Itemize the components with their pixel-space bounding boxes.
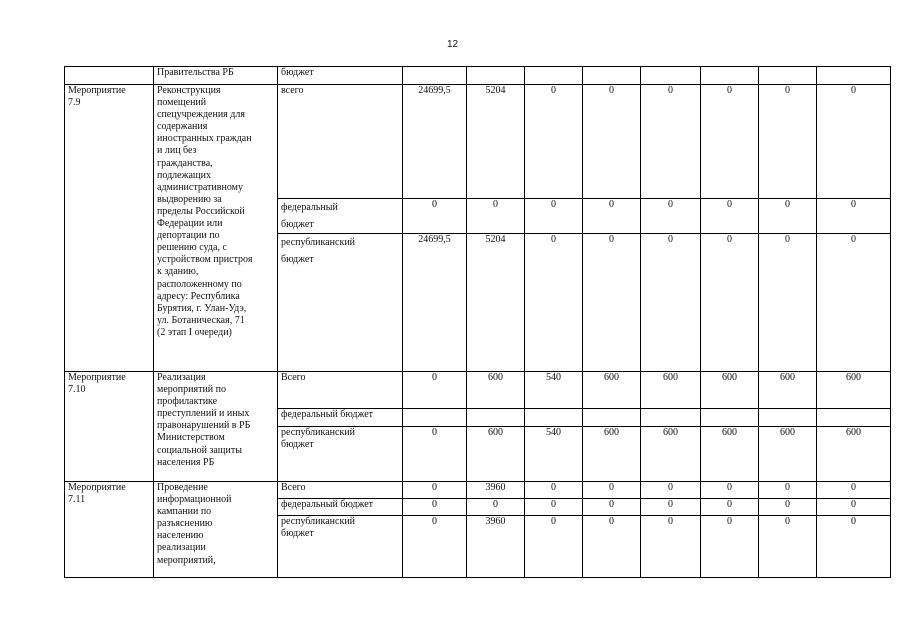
funding-source-cell: республиканский бюджет bbox=[278, 516, 403, 578]
funding-source-cell: республиканский бюджет bbox=[278, 427, 403, 482]
value-year-cell: 0 bbox=[525, 482, 583, 499]
table-row-continuation bbox=[65, 67, 891, 85]
table-row bbox=[65, 85, 891, 199]
value-total-cell: 0 bbox=[403, 482, 467, 499]
value-year-cell bbox=[641, 409, 701, 427]
measure-code-cell: Мероприятие 7.11 bbox=[65, 482, 154, 578]
value-total-cell: 24699,5 bbox=[403, 85, 467, 199]
table-row bbox=[65, 482, 891, 499]
funding-source-cell: Всего bbox=[278, 372, 403, 409]
value-year-cell: 600 bbox=[641, 372, 701, 409]
value-year-cell: 0 bbox=[759, 85, 817, 199]
value-year-cell: 0 bbox=[759, 199, 817, 234]
value-year-cell: 0 bbox=[817, 516, 891, 578]
value-year-cell: 0 bbox=[641, 85, 701, 199]
value-year-cell: 540 bbox=[525, 427, 583, 482]
value-year-cell bbox=[759, 409, 817, 427]
value-year-cell: 0 bbox=[817, 482, 891, 499]
value-year-cell: 0 bbox=[641, 199, 701, 234]
value-year-cell: 0 bbox=[759, 499, 817, 516]
value-year-cell: 0 bbox=[817, 234, 891, 372]
value-year-cell bbox=[525, 409, 583, 427]
value-total-cell: 0 bbox=[403, 199, 467, 234]
value-year-cell: 600 bbox=[583, 427, 641, 482]
value-year-cell: 5204 bbox=[467, 85, 525, 199]
measure-name-cell: Правительства РБ bbox=[154, 67, 278, 85]
funding-source-cell: бюджет bbox=[278, 67, 403, 85]
measure-name-cell: Реконструкция помещений спецучреждения для содержания иностранных граждан и лиц без гражданства, подлежащих административному выдворению за пределы Российской Федерации или депортации по решению суда, с устройством пристроя к зданию, расположенному по адресу: Республика Бурятия, г. Улан-Удэ, ул. Ботаническая, 71 (2 этап I очереди) bbox=[154, 85, 278, 372]
funding-source-cell: всего bbox=[278, 85, 403, 199]
value-year-cell: 0 bbox=[817, 199, 891, 234]
value-year-cell: 0 bbox=[525, 85, 583, 199]
table-row bbox=[65, 372, 891, 409]
page-number: 12 bbox=[446, 39, 459, 50]
value-year-cell: 600 bbox=[701, 427, 759, 482]
value-year-cell: 0 bbox=[701, 85, 759, 199]
value-year-cell: 0 bbox=[701, 234, 759, 372]
value-year-cell: 600 bbox=[467, 372, 525, 409]
value-year-cell: 0 bbox=[817, 85, 891, 199]
value-year-cell bbox=[583, 409, 641, 427]
value-year-cell: 3960 bbox=[467, 482, 525, 499]
value-year-cell: 0 bbox=[641, 234, 701, 372]
value-year-cell: 0 bbox=[701, 482, 759, 499]
measure-code-cell: Мероприятие 7.9 bbox=[65, 85, 154, 372]
value-year-cell: 600 bbox=[467, 427, 525, 482]
value-total-cell bbox=[403, 409, 467, 427]
value-year-cell bbox=[817, 409, 891, 427]
value-year-cell: 0 bbox=[583, 199, 641, 234]
value-year-cell: 600 bbox=[701, 372, 759, 409]
value-total-cell: 0 bbox=[403, 372, 467, 409]
value-year-cell: 0 bbox=[701, 199, 759, 234]
value-year-cell: 0 bbox=[759, 234, 817, 372]
value-year-cell: 0 bbox=[583, 482, 641, 499]
value-year-cell: 0 bbox=[467, 199, 525, 234]
value-year-cell: 5204 bbox=[467, 234, 525, 372]
funding-source-cell: федеральный бюджет bbox=[278, 199, 403, 234]
value-year-cell: 0 bbox=[701, 516, 759, 578]
value-year-cell: 600 bbox=[817, 372, 891, 409]
value-year-cell: 0 bbox=[583, 499, 641, 516]
value-total-cell: 0 bbox=[403, 499, 467, 516]
value-year-cell: 0 bbox=[583, 234, 641, 372]
value-year-cell: 0 bbox=[641, 499, 701, 516]
value-year-cell: 3960 bbox=[467, 516, 525, 578]
value-year-cell: 0 bbox=[467, 499, 525, 516]
value-year-cell: 0 bbox=[583, 516, 641, 578]
value-year-cell: 0 bbox=[525, 516, 583, 578]
value-year-cell: 0 bbox=[759, 516, 817, 578]
value-year-cell bbox=[467, 409, 525, 427]
measure-name-cell: Проведение информационной кампании по разъяснению населению реализации мероприятий, bbox=[154, 482, 278, 578]
value-total-cell: 0 bbox=[403, 516, 467, 578]
funding-source-cell: федеральный бюджет bbox=[278, 409, 403, 427]
value-year-cell: 0 bbox=[525, 234, 583, 372]
value-year-cell: 540 bbox=[525, 372, 583, 409]
funding-source-cell: федеральный бюджет bbox=[278, 499, 403, 516]
value-year-cell: 600 bbox=[641, 427, 701, 482]
funding-source-cell: республиканский бюджет bbox=[278, 234, 403, 372]
measure-code-cell: Мероприятие 7.10 bbox=[65, 372, 154, 482]
value-year-cell: 0 bbox=[525, 199, 583, 234]
value-year-cell: 600 bbox=[817, 427, 891, 482]
budget-table bbox=[64, 66, 891, 578]
funding-source-cell: Всего bbox=[278, 482, 403, 499]
value-year-cell: 600 bbox=[583, 372, 641, 409]
value-total-cell: 24699,5 bbox=[403, 234, 467, 372]
value-year-cell: 0 bbox=[583, 85, 641, 199]
value-year-cell: 0 bbox=[759, 482, 817, 499]
value-year-cell: 0 bbox=[701, 499, 759, 516]
value-year-cell: 0 bbox=[641, 482, 701, 499]
value-year-cell bbox=[701, 409, 759, 427]
measure-name-cell: Реализация мероприятий по профилактике преступлений и иных правонарушений в РБ Министерством социальной защиты населения РБ bbox=[154, 372, 278, 482]
value-year-cell: 600 bbox=[759, 427, 817, 482]
measure-code-cell bbox=[65, 67, 154, 85]
value-year-cell: 0 bbox=[525, 499, 583, 516]
value-year-cell: 0 bbox=[641, 516, 701, 578]
value-year-cell: 0 bbox=[817, 499, 891, 516]
value-total-cell: 0 bbox=[403, 427, 467, 482]
value-year-cell: 600 bbox=[759, 372, 817, 409]
